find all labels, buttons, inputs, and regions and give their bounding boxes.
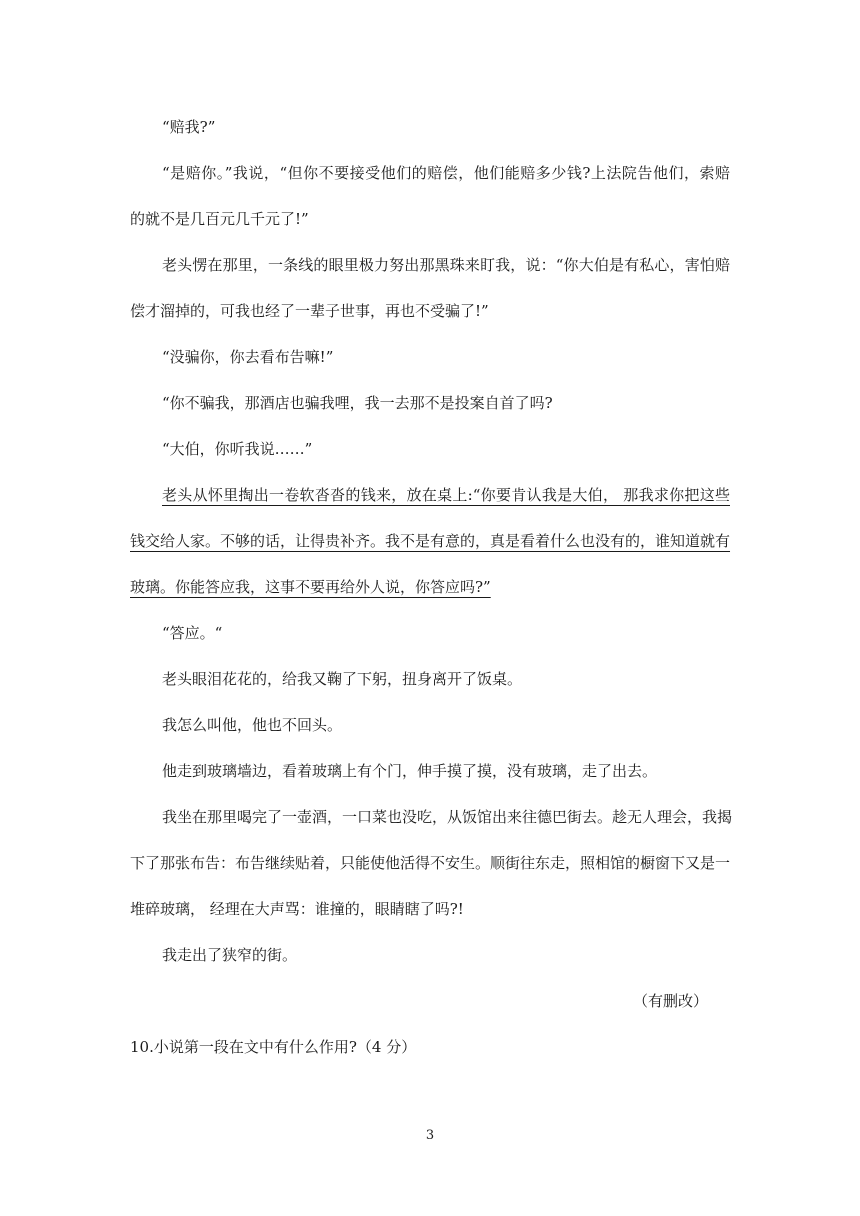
paragraph-13: 我走出了狭窄的街。: [162, 946, 298, 964]
paragraph-3-line-2: 偿才溜掉的，可我也经了一辈子世事，再也不受骗了!”: [130, 302, 489, 320]
underlined-paragraph-line-3: 玻璃。你能答应我，这事不要再给外人说，你答应吗?”: [130, 578, 491, 596]
paragraph-4: “没骗你，你去看布告嘛!”: [162, 348, 334, 366]
paragraph-9: 老头眼泪花花的，给我又鞠了下躬，扭身离开了饭桌。: [162, 670, 523, 688]
paragraph-3-line-1: 老头愣在那里，一条线的眼里极力努出那黑珠来盯我，说：“你大伯是有私心，害怕赔: [162, 256, 730, 274]
paragraph-11: 他走到玻璃墙边，看着玻璃上有个门，伸手摸了摸，没有玻璃，走了出去。: [162, 762, 658, 780]
paragraph-1: “赔我?”: [162, 118, 216, 136]
paragraph-2-line-1: “是赔你。”我说，“但你不要接受他们的赔偿，他们能赔多少钱?上法院告他们，索赔: [162, 164, 730, 182]
question-10: 10.小说第一段在文中有什么作用?（4 分）: [130, 1038, 417, 1056]
paragraph-6: “大伯，你听我说……”: [162, 440, 313, 458]
paragraph-10: 我怎么叫他，他也不回头。: [162, 716, 343, 734]
paragraph-12-line-3: 堆碎玻璃， 经理在大声骂：谁撞的，眼睛瞎了吗?!: [130, 900, 464, 918]
paragraph-12-line-1: 我坐在那里喝完了一壶酒，一口菜也没吃，从饭馆出来往德巴街去。趁无人理会，我揭: [162, 808, 733, 826]
underlined-paragraph-line-2: 钱交给人家。不够的话，让得贵补齐。我不是有意的，真是看着什么也没有的，谁知道就有: [130, 532, 731, 550]
page-number: 3: [425, 1128, 435, 1143]
edit-note: （有删改）: [632, 992, 708, 1010]
paragraph-5: “你不骗我，那酒店也骗我哩，我一去那不是投案自首了吗?: [162, 394, 553, 412]
paragraph-2-line-2: 的就不是几百元几千元了!”: [130, 210, 309, 228]
paragraph-8: “答应。“: [162, 624, 223, 642]
paragraph-12-line-2: 下了那张布告：布告继续贴着，只能使他活得不安生。顺街往东走，照相馆的橱窗下又是一: [130, 854, 731, 872]
underlined-paragraph-line-1: 老头从怀里掏出一卷软沓沓的钱来，放在桌上:“你要肯认我是大伯， 那我求你把这些: [162, 486, 730, 504]
